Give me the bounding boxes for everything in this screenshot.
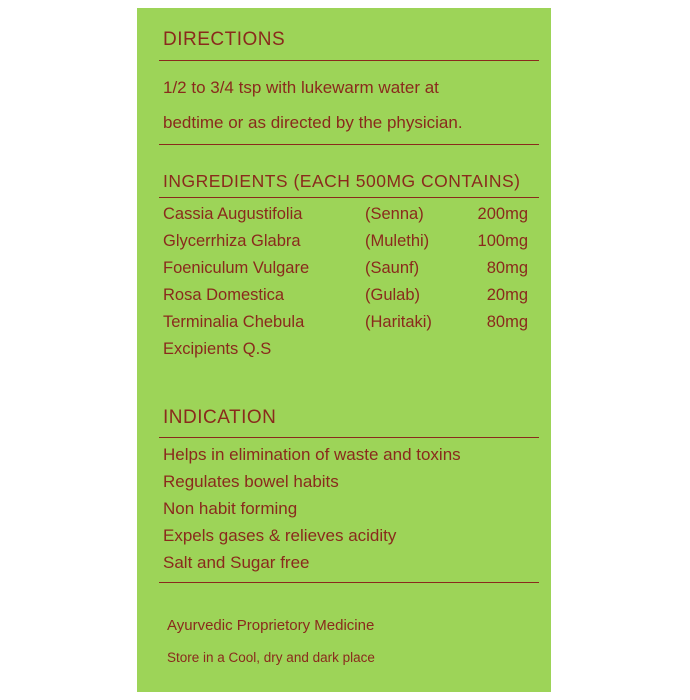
ingredient-common-name: (Saunf): [365, 259, 420, 277]
ingredient-name: Terminalia Chebula: [163, 313, 305, 331]
ingredient-name: Rosa Domestica: [163, 286, 285, 304]
ingredient-common-name: (Haritaki): [365, 313, 432, 331]
medicine-type: Ayurvedic Proprietory Medicine: [167, 617, 375, 634]
ingredient-common-name: (Mulethi): [365, 232, 430, 250]
ingredient-dose: 80mg: [486, 313, 528, 331]
storage-instructions: Store in a Cool, dry and dark place: [167, 650, 375, 665]
directions-heading-divider: [159, 60, 539, 61]
indication-heading-divider: [159, 437, 539, 438]
ingredient-name: Foeniculum Vulgare: [163, 259, 310, 277]
indication-divider: [159, 582, 539, 583]
indication-item: Non habit forming: [163, 499, 298, 518]
ingredient-common-name: (Senna): [365, 205, 424, 223]
excipients-text: Excipients Q.S: [163, 340, 272, 358]
indication-item: Expels gases & relieves acidity: [163, 526, 397, 545]
indication-item: Helps in elimination of waste and toxins: [163, 445, 461, 464]
ingredient-dose: 20mg: [486, 286, 528, 304]
ingredient-dose: 100mg: [477, 232, 528, 250]
indication-item: Regulates bowel habits: [163, 472, 339, 491]
directions-line-1: 1/2 to 3/4 tsp with lukewarm water at: [163, 78, 439, 97]
directions-divider: [159, 144, 539, 145]
ingredients-heading-divider: [159, 197, 539, 198]
directions-line-2: bedtime or as directed by the physician.: [163, 113, 463, 132]
label-panel: [137, 8, 551, 692]
indication-item: Salt and Sugar free: [163, 553, 310, 572]
ingredient-common-name: (Gulab): [365, 286, 421, 304]
directions-heading: DIRECTIONS: [163, 29, 286, 50]
indication-heading: INDICATION: [163, 407, 277, 428]
ingredient-name: Glycerrhiza Glabra: [163, 232, 301, 250]
ingredients-heading: INGREDIENTS (EACH 500MG CONTAINS): [163, 171, 521, 191]
ingredient-dose: 200mg: [477, 205, 528, 223]
ingredient-name: Cassia Augustifolia: [163, 205, 303, 223]
ingredient-dose: 80mg: [486, 259, 528, 277]
